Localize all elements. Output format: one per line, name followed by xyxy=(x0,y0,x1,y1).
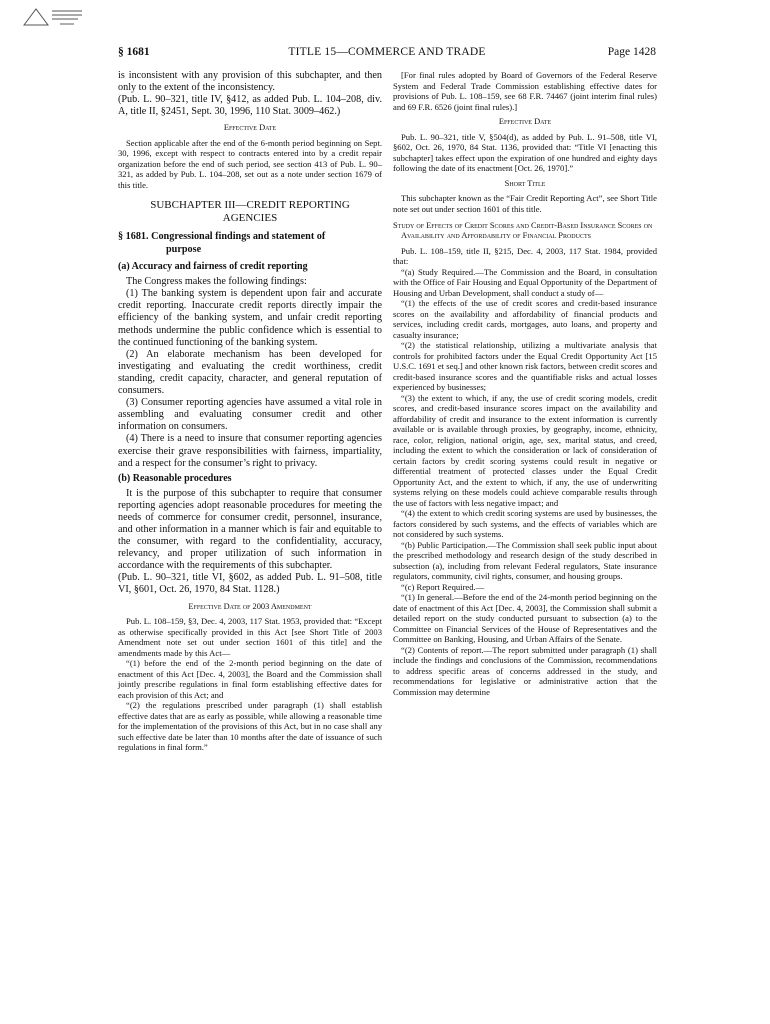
continuation-paragraph: is inconsistent with any provision of this subchapter, and then only to the extent of the inconsistency. xyxy=(118,70,382,94)
section-title xyxy=(118,231,382,256)
statute-paragraph: (3) Consumer reporting agencies have assumed a vital role in assembling and evaluating consumer credit and other information on consumers. xyxy=(118,397,382,433)
note-heading: Effective Date of 2003 Amendment xyxy=(188,601,312,611)
note-heading: Effective Date xyxy=(498,117,552,126)
note-text: “(4) the extent to which credit scoring systems are used by businesses, the factors considered by such systems, and the effects of variables which are not considered by such systems. xyxy=(393,508,657,540)
header-section: § 1681 xyxy=(118,46,150,58)
note-text: “(2) the statistical relationship, utilizing a multivariate analysis that controls for prohibited factors under the Equal Credit Opportunity Act [15 U.S.C. 1691 et seq.] and other known risk factors, between credit scores and credit-based insurance scores and the quantifiable risks and actual losses experienced by businesses; xyxy=(393,340,657,393)
note-text: Section applicable after the end of the 6-month period beginning on Sept. 30, 1996, except with respect to contracts entered into by a credit repair organization before the end of such period, see section 413 of Pub. L. 90–321, as added by Pub. L. 104–208, set out as a note under section 1679 of this title. xyxy=(118,137,382,190)
citation: (Pub. L. 90–321, title IV, §412, as added Pub. L. 104–208, div. A, title II, §2451, Sept. 30, 1996, 110 Stat. 3009–462.) xyxy=(118,94,382,118)
statute-paragraph: (4) There is a need to insure that consumer reporting agencies exercise their grave responsibilities with fairness, impartiality, and a respect for the consumer’s right to privacy. xyxy=(118,433,382,469)
gpo-seal-icon xyxy=(22,6,84,28)
section-title-line: § 1681. Congressional findings and statement of xyxy=(118,231,326,243)
subchapter-heading xyxy=(118,199,382,225)
gpo-authentication-seal xyxy=(22,6,84,28)
note-text: [For final rules adopted by Board of Governors of the Federal Reserve System and Federal Trade Commission establishing effective dates for provisions of Pub. L. 108–159, see 68 F.R. 74467 (joint interim final rules) and 69 F.R. 6526 (joint final rules).] xyxy=(393,70,657,112)
subsection-heading: (a) Accuracy and fairness of credit reporting xyxy=(118,261,308,273)
note-text: Pub. L. 108–159, §3, Dec. 4, 2003, 117 Stat. 1953, provided that: “Except as otherwise specifically provided in this Act [see Short Title of 2003 Amendment note set out under section 1601 of this title] and the amendments made by this Act— xyxy=(118,616,382,658)
note-text: “(1) the effects of the use of credit scores and credit-based insurance scores on the availability and affordability of financial products and services, including credit cards, mortgages, auto loans, and property and casualty insurance; xyxy=(393,298,657,340)
statute-paragraph: The Congress makes the following findings: xyxy=(126,276,307,288)
note-text: Pub. L. 90–321, title V, §504(d), as added by Pub. L. 91–508, title VI, §602, Oct. 26, 1970, 84 Stat. 1136, provided that: “Title VI [enacting this subchapter] takes effect upon the expiration of one hundred and eighty days following the date of its enactment [Oct. 26, 1970].” xyxy=(393,131,657,173)
note-heading: Effective Date xyxy=(223,123,277,133)
note-heading: Study of Effects of Credit Scores and Credit-Based Insurance Scores on Availability and Affordability of Financial Products xyxy=(393,221,653,241)
note-text: “(a) Study Required.—The Commission and the Board, in consultation with the Office of Fair Housing and Equal Opportunity of the Department of Housing and Urban Development, shall conduct a study of— xyxy=(393,266,657,298)
right-column xyxy=(393,70,657,697)
note-text: Pub. L. 108–159, title II, §215, Dec. 4, 2003, 117 Stat. 1984, provided that: xyxy=(393,245,657,267)
note-text: “(c) Report Required.— xyxy=(401,581,485,592)
subsection-heading: (b) Reasonable procedures xyxy=(118,472,232,484)
citation: (Pub. L. 90–321, title VI, §602, as added Pub. L. 91–508, title VI, §601, Oct. 26, 1970, 84 Stat. 1128.) xyxy=(118,572,382,596)
note-text: This subchapter known as the “Fair Credit Reporting Act”, see Short Title note set out under section 1601 of this title. xyxy=(393,193,657,214)
note-text: “(1) In general.—Before the end of the 24-month period beginning on the date of enactment of this Act [Dec. 4, 2003], the Commission shall submit a detailed report on the study conducted pursuant to subsection (a) to the Committee on Financial Services of the House of Representatives and the Committee on Banking, Housing, and Urban Affairs of the Senate. xyxy=(393,592,657,645)
note-text: “(2) Contents of report.—The report submitted under paragraph (1) shall include the findings and conclusions of the Commission, recommendations to address specific areas of concerns addressed in the study, and recommendations for legislative or administrative action that the Commission may determine xyxy=(393,644,657,697)
header-title: TITLE 15—COMMERCE AND TRADE xyxy=(288,46,486,58)
subchapter-title-line: SUBCHAPTER III—CREDIT REPORTING xyxy=(150,199,350,212)
note-text: “(b) Public Participation.—The Commission shall seek public input about the prescribed methodology and research design of the study described in subsection (a), including from relevant Federal regulators, State insurance regulators, community, civil rights, consumer, and housing groups. xyxy=(393,539,657,582)
header-page-number: Page 1428 xyxy=(607,46,656,58)
note-text: “(2) the regulations prescribed under paragraph (1) shall establish effective dates that are as early as possible, while allowing a reasonable time for the implementation of the provisions of this Act, but in no case shall any such effective date be later than 10 months after the date of issuance of such regulations in final form.” xyxy=(118,700,382,753)
subchapter-title-line: AGENCIES xyxy=(222,212,278,225)
statute-paragraph: (1) The banking system is dependent upon fair and accurate credit reporting. Inaccurate credit reports directly impair the efficiency of the banking system, and unfair credit reporting methods undermine the public confidence which is essential to the continued functioning of the banking system. xyxy=(118,288,382,348)
running-header xyxy=(118,46,656,62)
statute-paragraph: It is the purpose of this subchapter to require that consumer reporting agencies adopt reasonable procedures for meeting the needs of commerce for consumer credit, personnel, insurance, and other information in a manner which is fair and equitable to the consumer, with regard to the confidentiality, accuracy, relevancy, and proper utilization of such information in accordance with the requirements of this subchapter. xyxy=(118,487,382,572)
statute-paragraph: (2) An elaborate mechanism has been developed for investigating and evaluating the credit worthiness, credit standing, credit capacity, character, and general reputation of consumers. xyxy=(118,348,382,397)
note-text: “(1) before the end of the 2-month period beginning on the date of enactment of this Act [Dec. 4, 2003], the Board and the Commission shall jointly prescribe regulations in final form establishing effective dates for each provision of this Act; and xyxy=(118,658,382,700)
note-heading: Short Title xyxy=(504,178,546,188)
section-title-line: purpose xyxy=(166,243,202,255)
note-text: “(3) the extent to which, if any, the use of credit scoring models, credit scores, and credit-based insurance scores impact on the availability and affordability of credit and insurance to the extent information is currently available or is available through proxies, by geography, income, ethnicity, race, color, religion, national origin, age, sex, marital status, and creed, including the extent to which the consideration or lack of consideration of certain factors by credit scoring systems could result in negative or differential treatment of protected classes under the Equal Credit Opportunity Act, and the extent to which, if any, the use of underwriting systems relying on these models could achieve comparable results through the use of factors with less negative impact; and xyxy=(393,392,657,508)
left-column xyxy=(118,70,382,753)
